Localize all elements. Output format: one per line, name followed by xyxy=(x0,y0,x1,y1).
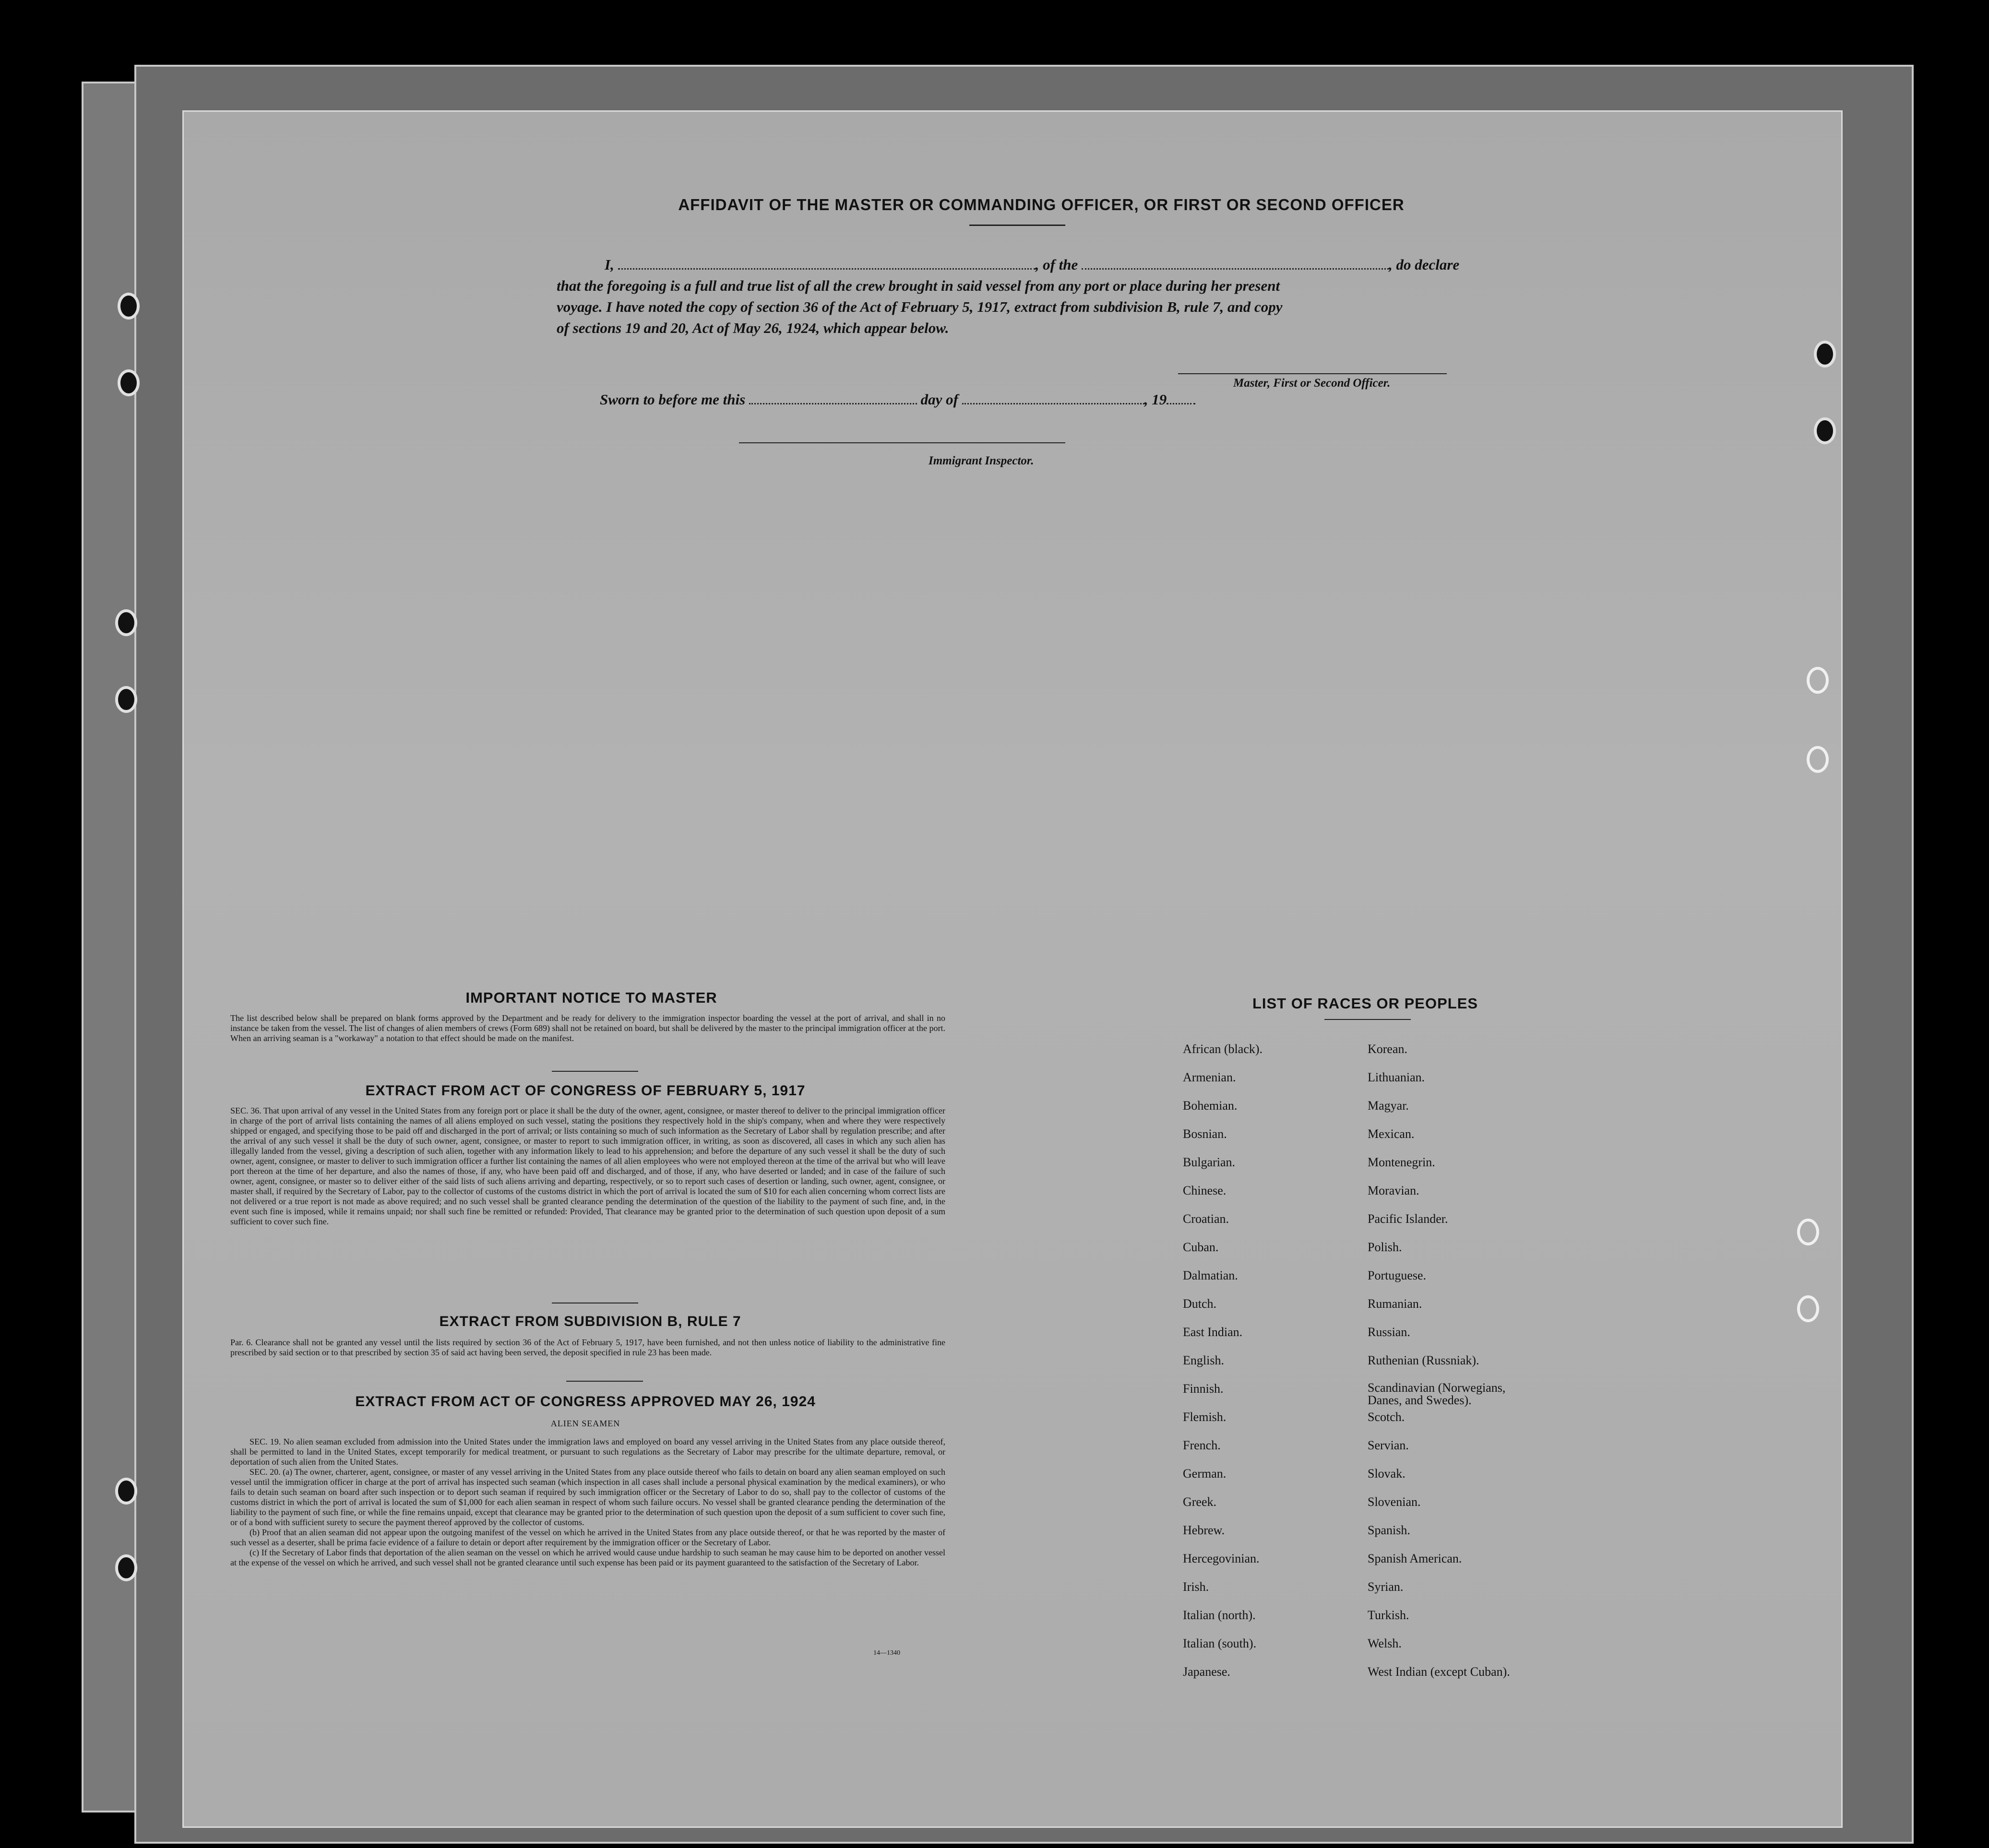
race-item: Hercegovinian. xyxy=(1183,1552,1260,1565)
race-item: Magyar. xyxy=(1368,1099,1409,1113)
affidavit-i: I, xyxy=(605,256,614,273)
name-blank xyxy=(618,268,1036,270)
race-item: East Indian. xyxy=(1183,1325,1243,1339)
section-20a: SEC. 20. (a) The owner, charterer, agent, consignee, or master of any vessel arriving in the United States from any place outside thereof who fails to detain on board any alien seaman employed on such vessel until the immigration officer in charge at the port of arrival has inspected such seaman (which inspection in all cases shall include a personal physical examination by the medical examiners), or who fails to detain such seaman on board after such inspection or to deport such seaman if required by such immigration officer or the Secretary of Labor to do so, shall pay to the collector of customs of the customs district in which the port of arrival is located the sum of $1,000 for each alien seaman in respect of whom such failure occurs. No vessel shall be granted clearance pending the determination of the liability to the payment of such fine, or while the fine remains unpaid, except that clearance may be granted prior to the determination of such question upon the deposit of a sum sufficient to cover such fine, or of a bond with sufficient surety to secure the payment thereof approved by the collector of customs. xyxy=(230,1467,945,1527)
section-20b: (b) Proof that an alien seaman did not appear upon the outgoing manifest of the vessel on which he arrived in the United States from any place outside thereof, or that he was reported by the master of such vessel as a deserter, shall be prima facie evidence of a failure to detain or deport after requirement by the immigration officer or the Secretary of Labor. xyxy=(230,1528,945,1547)
master-signature-label: Master, First or Second Officer. xyxy=(1233,377,1391,390)
race-item: Flemish. xyxy=(1183,1410,1227,1424)
affidavit-line-2: that the foregoing is a full and true list of all the crew brought in said vessel from any port or place during her present xyxy=(557,277,1280,294)
punch-hole xyxy=(1807,667,1829,694)
race-item: Portuguese. xyxy=(1368,1268,1427,1282)
race-item: German. xyxy=(1183,1467,1227,1481)
punch-hole xyxy=(115,609,137,636)
punch-hole xyxy=(115,1478,137,1504)
race-item: Cuban. xyxy=(1183,1240,1219,1254)
affidavit-line-4: of sections 19 and 20, Act of May 26, 1924, which appear below. xyxy=(557,320,949,336)
race-item: Italian (south). xyxy=(1183,1636,1257,1650)
race-item: Slovak. xyxy=(1368,1467,1405,1481)
rule7-body: Par. 6. Clearance shall not be granted any vessel until the lists required by section 36 of the Act of February 5, 1917, have been furnished, and not then unless notice of liability to the administrative fine prescribed by said section or to that prescribed by section 35 of said act having been served, the deposit specified in rule 23 has been made. xyxy=(230,1338,945,1357)
race-item: Montenegrin. xyxy=(1368,1155,1435,1169)
race-item: Finnish. xyxy=(1183,1382,1224,1396)
punch-hole xyxy=(1797,1295,1819,1322)
divider xyxy=(969,225,1065,226)
race-item: Spanish American. xyxy=(1368,1552,1462,1565)
section-19: SEC. 19. No alien seaman excluded from admission into the United States under the immigration laws and employed on board any vessel arriving in the United States from any place outside thereof, shall be permitted to land in the United States, except temporarily for medical treatment, or pursuant to such regulations as the Secretary of Labor may prescribe for the ultimate departure, removal, or deportation of such alien from the United States. xyxy=(230,1437,945,1467)
punch-hole xyxy=(1814,417,1836,444)
sworn-month-blank xyxy=(962,403,1144,404)
race-item: Korean. xyxy=(1368,1042,1408,1056)
races-title: LIST OF RACES OR PEOPLES xyxy=(1252,995,1478,1012)
sworn-text: Sworn to before me this xyxy=(600,391,746,408)
section-20c: (c) If the Secretary of Labor finds that deportation of the alien seaman on the vessel on which he arrived would cause undue hardship to such seaman he may cause him to be deported on another vessel at the expense of the vessel on which he arrived, and such vessel shall not be granted clearance until such expense has been paid or its payment guaranteed to the satisfaction of the Secretary of Labor. xyxy=(230,1548,945,1567)
race-item: West Indian (except Cuban). xyxy=(1368,1665,1510,1679)
race-item: Russian. xyxy=(1368,1325,1410,1339)
inspector-signature-line xyxy=(739,442,1065,443)
race-item: Scotch. xyxy=(1368,1410,1405,1424)
race-item: Dutch. xyxy=(1183,1297,1217,1311)
punch-hole xyxy=(115,1554,137,1581)
affidavit-line-3: voyage. I have noted the copy of section 36 of the Act of February 5, 1917, extract from subdivision B, rule 7, and copy xyxy=(557,298,1283,315)
race-item: Armenian. xyxy=(1183,1070,1236,1084)
sworn-day-blank xyxy=(749,403,917,404)
punch-hole xyxy=(118,369,140,396)
vessel-blank xyxy=(1082,268,1389,270)
races-list-right xyxy=(1368,1042,1540,1693)
race-item: Bulgarian. xyxy=(1183,1155,1236,1169)
race-item: Servian. xyxy=(1368,1438,1409,1452)
race-item: Greek. xyxy=(1183,1495,1217,1509)
affidavit-text xyxy=(557,254,1483,339)
race-item: Moravian. xyxy=(1368,1184,1419,1197)
divider xyxy=(1324,1019,1411,1020)
extract-1924-body xyxy=(230,1437,945,1568)
form-number: 14—1340 xyxy=(873,1649,900,1657)
race-item: Syrian. xyxy=(1368,1580,1404,1594)
extract-1917-title: EXTRACT FROM ACT OF CONGRESS OF FEBRUARY 5, 1917 xyxy=(365,1083,806,1099)
punch-hole xyxy=(1814,341,1836,367)
notice-title: IMPORTANT NOTICE TO MASTER xyxy=(465,989,717,1006)
sworn-day-of: day of xyxy=(920,391,958,408)
divider xyxy=(566,1381,643,1382)
race-item: Dalmatian. xyxy=(1183,1268,1238,1282)
race-item: Hebrew. xyxy=(1183,1523,1225,1537)
race-item: Italian (north). xyxy=(1183,1608,1256,1622)
race-item: Polish. xyxy=(1368,1240,1402,1254)
punch-hole xyxy=(1807,746,1829,773)
race-item: Scandinavian (Norwegians, Danes, and Swedes). xyxy=(1368,1381,1506,1407)
race-item: Pacific Islander. xyxy=(1368,1212,1448,1226)
race-item: Japanese. xyxy=(1183,1665,1230,1679)
form-page xyxy=(182,110,1843,1828)
sworn-year: , 19 xyxy=(1144,391,1167,408)
sworn-line xyxy=(600,391,1195,408)
race-item: Rumanian. xyxy=(1368,1297,1422,1311)
race-item: French. xyxy=(1183,1438,1221,1452)
race-item: Bohemian. xyxy=(1183,1099,1238,1113)
race-item: English. xyxy=(1183,1353,1224,1367)
affidavit-declare: , do declare xyxy=(1389,256,1460,273)
punch-hole xyxy=(118,293,140,320)
sworn-year-blank xyxy=(1167,403,1195,404)
master-signature-line xyxy=(1178,373,1447,374)
race-item: Croatian. xyxy=(1183,1212,1229,1226)
extract-1917-body: SEC. 36. That upon arrival of any vessel in the United States from any foreign port or place it shall be the duty of the owner, agent, consignee, or master thereof to deliver to the principal immigration officer in charge of the port of arrival lists containing the names of all aliens employed on such vessel, stating the positions they respectively hold in the ship's company, when and where they were respectively shipped or engaged, and specifying those to be paid off and discharged in the port of arrival; or lists containing so much of such information as the Secretary of Labor shall by regulation prescribe; and after the arrival of any such vessel it shall be the duty of such owner, agent, consignee, or master to report to such immigration officer, in writing, as soon as discovered, all cases in which any such alien has illegally landed from the vessel, giving a description of such alien, together with any information likely to lead to his apprehension; and before the departure of any such vessel it shall be the duty of such owner, agent, consignee, or master to deliver to such immigration officer a further list containing the names of all alien employees who were not employed thereon at the time of the arrival but who will leave port thereon at the time of her departure, and also the names of those, if any, who have been paid off and discharged, and of those, if any, who have deserted or landed; and in case of the failure of such owner, agent, consignee, or master so to deliver either of the said lists of such aliens arriving and departing, respectively, or so to report such cases of desertion or landing, such owner, agent, consignee, or master shall, if required by the Secretary of Labor, pay to the collector of customs of the customs district in which the port of arrival is located the sum of $10 for each alien concerning whom correct lists are not delivered or a true report is not made as above required; and no such vessel shall be granted clearance pending the determination of the question of the liability to the payment of such fine, and, in the event such fine is imposed, while it remains unpaid; nor shall such fine be remitted or refunded: Provided, That clearance may be granted prior to the determination of such question upon deposit of a sum sufficient to cover such fine. xyxy=(230,1106,945,1226)
race-item: Welsh. xyxy=(1368,1636,1402,1650)
affidavit-of-the: , of the xyxy=(1035,256,1078,273)
race-item: Spanish. xyxy=(1368,1523,1410,1537)
rule7-title: EXTRACT FROM SUBDIVISION B, RULE 7 xyxy=(439,1314,741,1329)
notice-body: The list described below shall be prepared on blank forms approved by the Department and be ready for delivery to the immigration inspector boarding the vessel at the port of arrival, and shall in no instance be taken from the vessel. The list of changes of alien members of crews (Form 689) shall not be retained on board, but shall be delivered by the master to the principal immigration officer at the port. When an arriving seaman is a "workaway" a notation to that effect should be made on the manifest. xyxy=(230,1013,945,1043)
affidavit-title: AFFIDAVIT OF THE MASTER OR COMMANDING OFFICER, OR FIRST OR SECOND OFFICER xyxy=(678,196,1405,213)
race-item: Bosnian. xyxy=(1183,1127,1227,1141)
punch-hole xyxy=(115,686,137,713)
races-list-left xyxy=(1183,1042,1262,1693)
race-item: Irish. xyxy=(1183,1580,1209,1594)
race-item: African (black). xyxy=(1183,1042,1263,1056)
race-item: Chinese. xyxy=(1183,1184,1227,1197)
extract-1924-subtitle: ALIEN SEAMEN xyxy=(550,1419,620,1428)
race-item: Mexican. xyxy=(1368,1127,1415,1141)
race-item: Slovenian. xyxy=(1368,1495,1421,1509)
race-item: Lithuanian. xyxy=(1368,1070,1425,1084)
inspector-signature-label: Immigrant Inspector. xyxy=(929,454,1034,467)
punch-hole xyxy=(1797,1219,1819,1245)
race-item: Turkish. xyxy=(1368,1608,1409,1622)
race-item: Ruthenian (Russniak). xyxy=(1368,1353,1479,1367)
extract-1924-title: EXTRACT FROM ACT OF CONGRESS APPROVED MAY 26, 1924 xyxy=(355,1394,816,1410)
divider xyxy=(552,1071,638,1072)
